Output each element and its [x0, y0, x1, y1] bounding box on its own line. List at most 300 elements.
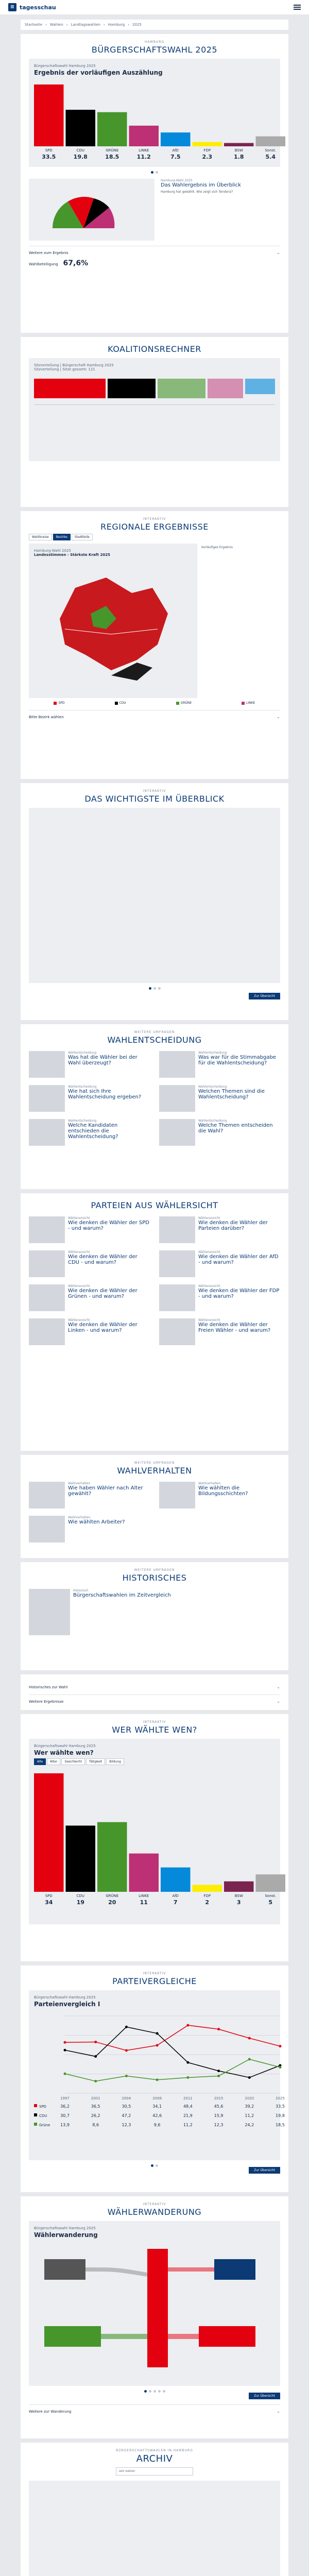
coalition-divider	[34, 404, 275, 405]
breadcrumb-item[interactable]: Startseite	[25, 23, 43, 27]
bar[interactable]	[66, 1825, 96, 1892]
series-point[interactable]	[186, 2076, 189, 2079]
tile-thumb	[159, 1085, 195, 1112]
breadcrumb: Startseite › Wahlen › Landtagswahlen › Hamburg › 2025	[21, 20, 288, 30]
archive-kicker: BÜRGERSCHAFTSWAHLEN IN HAMBURG	[116, 2449, 193, 2452]
tile-text	[198, 1482, 280, 1509]
carousel-dots[interactable]	[29, 987, 280, 990]
tile-link[interactable]: Wie denken die Wähler der CDU - und warum?	[68, 1254, 138, 1265]
series-point[interactable]	[217, 2028, 220, 2030]
tile-text	[198, 1216, 280, 1243]
bar-label: AfD	[172, 148, 179, 152]
chevron-down-icon: ⌄	[277, 1685, 280, 1689]
compare-section	[21, 1965, 288, 2192]
overview-button-wrap	[29, 993, 280, 999]
history-title: HISTORISCHES	[122, 1573, 187, 1583]
bar-label: CDU	[76, 1894, 84, 1898]
bar-label: Sonst.	[265, 1894, 277, 1898]
migration-kicker: INTERAKTIV	[143, 2202, 166, 2206]
coalition-bar-linke[interactable]	[208, 379, 244, 398]
district-select-label: Bitte Bezirk wählen	[29, 715, 64, 719]
bar-value: 34	[45, 1899, 53, 1906]
row-value: 11,2	[245, 2113, 254, 2118]
breadcrumb-item[interactable]: Wahlen	[49, 23, 63, 27]
tile-entscheidung[interactable]	[159, 1051, 280, 1078]
bar-label: BSW	[234, 148, 243, 152]
series-line	[65, 2027, 280, 2077]
menu-icon[interactable]	[294, 5, 301, 10]
tile-text	[198, 1085, 280, 1112]
tile-tag: Wahlentscheidung	[198, 1119, 227, 1123]
series-point[interactable]	[156, 2044, 159, 2047]
bar-label: AfD	[172, 1894, 179, 1898]
series-point[interactable]	[156, 2078, 159, 2081]
tab-bildung[interactable]: Bildung	[106, 1758, 124, 1765]
bar-value: 7.5	[170, 154, 181, 160]
expander-more[interactable]	[29, 1694, 280, 1704]
bar[interactable]	[34, 1773, 64, 1892]
bar[interactable]	[129, 126, 159, 146]
breadcrumb-item[interactable]: Landtagswahlen	[71, 23, 100, 27]
compare-kicker: INTERAKTIV	[143, 1972, 166, 1975]
tab-geschlecht[interactable]: Geschlecht	[61, 1758, 84, 1765]
results-bar-chart	[34, 79, 285, 162]
carousel-dot[interactable]	[151, 171, 153, 174]
carousel-dot[interactable]	[149, 2390, 151, 2393]
bar-value: 3	[236, 1899, 241, 1906]
tile-link[interactable]: Wie haben Wähler nach Alter gewählt?	[68, 1485, 143, 1497]
bar[interactable]	[256, 137, 286, 146]
coalition-bar-gruene[interactable]	[158, 379, 205, 398]
bar-label: Sonst.	[265, 148, 277, 152]
tile-tag: Wähleransicht	[198, 1216, 220, 1220]
tile-thumb	[159, 1318, 195, 1345]
tile-parteien[interactable]	[29, 1318, 150, 1345]
coalition-title: KOALITIONSRECHNER	[108, 344, 201, 354]
row-value: 15,9	[214, 2113, 224, 2118]
series-point[interactable]	[248, 2076, 251, 2079]
tile-text	[68, 1516, 125, 1543]
carousel-dot[interactable]	[151, 2164, 153, 2167]
bar[interactable]	[193, 142, 222, 146]
row-value: 19,8	[276, 2113, 285, 2118]
coalition-bar-afd[interactable]	[245, 379, 275, 394]
series-point[interactable]	[186, 2024, 189, 2027]
tile-entscheidung[interactable]	[29, 1119, 150, 1146]
coalition-bar-cdu[interactable]	[108, 379, 156, 398]
tile-thumb	[159, 1482, 195, 1509]
teaser-body: Hamburg hat gewählt. Wie zeigt sich Tendenz?	[161, 190, 233, 194]
tile-parteien[interactable]	[29, 1284, 150, 1311]
tile-entscheidung[interactable]	[29, 1085, 150, 1112]
hamburg-map[interactable]	[34, 557, 183, 686]
series-point[interactable]	[64, 2041, 66, 2044]
results-panel-title: Ergebnis der vorläufigen Auszählung	[34, 69, 163, 76]
bar-label: FDP	[203, 148, 211, 152]
regional-tabs	[29, 534, 280, 540]
row-value: 26,2	[91, 2113, 100, 2118]
series-point[interactable]	[125, 2026, 128, 2028]
legend-item: LINKE	[242, 701, 255, 705]
chevron-down-icon: ⌄	[277, 2409, 280, 2414]
tile-tag: Wahlverhalten	[68, 1516, 91, 1519]
migration-section	[21, 2196, 288, 2438]
bar[interactable]	[161, 1868, 191, 1892]
overview-panel	[29, 808, 280, 983]
row-value: 24,2	[245, 2123, 254, 2127]
bar-label: FDP	[203, 1894, 211, 1898]
parties-title: PARTEIEN AUS WÄHLERSICHT	[91, 1200, 218, 1210]
bar[interactable]	[66, 110, 96, 146]
coalition-section	[21, 337, 288, 507]
turnout-value: 67,6%	[63, 259, 89, 267]
carousel-dot[interactable]	[153, 2390, 156, 2393]
tile-link[interactable]: Was hat die Wähler bei der Wahl überzeugt?	[68, 1055, 138, 1066]
tile-thumb	[29, 1216, 65, 1243]
regional-section	[21, 511, 288, 779]
tile-tag: Wähleransicht	[68, 1284, 90, 1288]
bar-value: 11	[140, 1899, 148, 1906]
row-value: 45,6	[214, 2104, 224, 2109]
series-point[interactable]	[186, 2061, 189, 2064]
series-point[interactable]	[156, 2032, 159, 2035]
tile-thumb	[159, 1284, 195, 1311]
row-value: 36,2	[60, 2104, 70, 2109]
hero-title: BÜRGERSCHAFTSWAHL 2025	[91, 45, 218, 55]
tile-tag: Wahlentscheidung	[198, 1085, 227, 1089]
legend-item: SPD	[54, 701, 64, 705]
migration-button[interactable]: Zur Übersicht	[249, 2393, 280, 2399]
map-row	[29, 544, 280, 698]
carousel-dot[interactable]	[158, 987, 161, 990]
chevron-down-icon: ⌄	[277, 250, 280, 255]
row-value: 9,6	[153, 2123, 161, 2127]
decision-kicker: WEITERE UMFRAGEN	[134, 1030, 175, 1034]
series-point[interactable]	[125, 2075, 128, 2077]
tile-link[interactable]: Wie denken die Wähler der FDP - und warum?	[198, 1288, 280, 1299]
tile-text	[68, 1119, 150, 1146]
archive-panel	[29, 2481, 280, 2576]
row-value: 12,3	[122, 2123, 131, 2127]
parties-section	[21, 1193, 288, 1451]
bar[interactable]	[97, 1822, 127, 1892]
tile-text	[198, 1318, 280, 1345]
seat-chart-icon	[32, 182, 135, 233]
tab-wahlkreise[interactable]: Wahlkreise	[29, 534, 52, 540]
expander-more-results[interactable]	[29, 246, 280, 255]
tab-taetigkeit[interactable]: Tätigkeit	[86, 1758, 105, 1765]
hero-kicker: HAMBURG	[144, 40, 165, 44]
map-panel	[29, 544, 197, 698]
who-voted-section	[21, 1714, 288, 1961]
migration-chart	[34, 2239, 285, 2372]
archive-select[interactable]	[116, 2467, 193, 2476]
bar-value: 5	[268, 1899, 273, 1906]
carousel-dot[interactable]	[156, 171, 158, 174]
tile-text	[68, 1051, 150, 1078]
tile-link[interactable]: Wie hat sich Ihre Wahlentscheidung ergeben?	[68, 1089, 142, 1100]
row-value: 39,2	[245, 2104, 254, 2109]
expander-label: Weitere Ergebnisse	[29, 1699, 64, 1704]
overview-kicker: INTERAKTIV	[143, 789, 166, 793]
tile-link[interactable]: Wie wählten Arbeiter?	[68, 1519, 125, 1525]
tile-link[interactable]: Wie denken die Wähler der SPD - und warum?	[68, 1220, 149, 1231]
row-value: 48,4	[183, 2104, 193, 2109]
compare-line-chart	[34, 2011, 285, 2150]
series-point[interactable]	[64, 2073, 66, 2075]
x-tick: 2004	[122, 2096, 131, 2100]
tile-link[interactable]: Wie denken die Wähler der Linken - und warum?	[68, 1322, 138, 1333]
tile-verhalten[interactable]	[29, 1516, 150, 1543]
series-point[interactable]	[248, 2037, 251, 2040]
tab-alter[interactable]: Alter	[47, 1758, 60, 1765]
legend-swatch	[34, 2113, 37, 2116]
carousel-dot[interactable]	[158, 2390, 161, 2393]
coalition-sub: Sitzverteilung | Bürgerschaft Hamburg 2025	[34, 363, 114, 367]
history-link[interactable]: Bürgerschaftswahlen im Zeitvergleich	[73, 1592, 171, 1598]
compare-button[interactable]: Zur Übersicht	[249, 2167, 280, 2174]
carousel-dot[interactable]	[149, 987, 151, 990]
who-panel-title: Wer wählte wen?	[34, 1749, 94, 1756]
archive-section	[21, 2443, 288, 2576]
row-party: SPD	[39, 2105, 47, 2109]
bar-value: 1.8	[234, 154, 244, 160]
carousel-dot[interactable]	[153, 987, 156, 990]
series-point[interactable]	[217, 2075, 220, 2077]
regional-title: REGIONALE ERGEBNISSE	[100, 522, 209, 532]
bar-value: 7	[173, 1899, 178, 1906]
tile-tag: Wähleransicht	[68, 1250, 90, 1254]
tile-link[interactable]: Welche Kandidaten entschieden die Wahlentscheidung?	[68, 1123, 118, 1140]
overview-button[interactable]: Zur Übersicht	[249, 993, 280, 999]
tile-thumb	[29, 1250, 65, 1277]
tile-tag: Wähleransicht	[68, 1318, 90, 1322]
bar-label: GRÜNE	[106, 1894, 119, 1898]
carousel-dot[interactable]	[156, 2164, 158, 2167]
bar-value: 18.5	[105, 154, 119, 160]
bar[interactable]	[224, 1882, 254, 1892]
x-tick: 2001	[91, 2096, 100, 2100]
teaser-tag: Hamburg-Wahl 2025	[161, 179, 193, 182]
tab-alle[interactable]: Alle	[34, 1758, 46, 1765]
chevron-down-icon: ⌄	[277, 715, 280, 719]
tile-tag: Wahlverhalten	[198, 1482, 221, 1485]
tile-link[interactable]: Wie denken die Wähler der Parteien darüber?	[198, 1220, 268, 1231]
tile-text	[68, 1482, 150, 1509]
row-party: CDU	[39, 2114, 47, 2118]
tile-thumb	[159, 1119, 195, 1146]
coalition-bar-spd[interactable]	[34, 379, 106, 398]
breadcrumb-item: 2025	[132, 23, 142, 27]
legend-item: GRÜNE	[176, 701, 192, 705]
tile-link[interactable]: Wie denken die Wähler der AfD - und warum?	[198, 1254, 279, 1265]
compare-panel	[29, 1990, 285, 2160]
turnout	[29, 255, 280, 267]
bar-value: 2	[205, 1899, 210, 1906]
expander-migration[interactable]	[29, 2404, 280, 2414]
district-select[interactable]	[29, 710, 280, 719]
row-value: 47,2	[122, 2113, 131, 2118]
migration-panel	[29, 2221, 280, 2386]
row-value: 18,5	[276, 2123, 285, 2127]
tile-entscheidung[interactable]	[159, 1119, 280, 1146]
tile-parteien[interactable]	[29, 1216, 150, 1243]
map-title: Landesstimmen - Stärkste Kraft 2025	[34, 553, 110, 557]
tile-link[interactable]: Wie wählten die Bildungsschichten?	[198, 1485, 248, 1497]
tile-link[interactable]: Welchen Themen sind die Wahlentscheidung?	[198, 1089, 265, 1100]
mid-expanders	[21, 1674, 288, 1710]
series-point[interactable]	[94, 2080, 97, 2082]
bar-value: 19.8	[73, 154, 88, 160]
results-section	[21, 34, 288, 333]
map-footnote: Vorläufiges Ergebnis	[201, 546, 233, 549]
series-line	[65, 2025, 280, 2050]
tab-stadtteile[interactable]: Stadtteile	[72, 534, 93, 540]
chevron-down-icon: ⌄	[277, 1699, 280, 1704]
bar[interactable]	[224, 143, 254, 146]
tile-text	[68, 1216, 150, 1243]
compare-button-wrap	[29, 2167, 280, 2174]
tile-tag: Wahlentscheidung	[198, 1051, 227, 1055]
turnout-label: Wahlbeteiligung	[29, 262, 58, 266]
bar-label: LINKE	[139, 1894, 149, 1898]
logo[interactable]	[8, 3, 56, 11]
bar-label: CDU	[76, 148, 84, 152]
row-value: 42,6	[152, 2113, 162, 2118]
seat-chart-thumb[interactable]	[29, 179, 154, 241]
bar[interactable]	[34, 84, 64, 146]
series-point[interactable]	[279, 2066, 282, 2069]
bar-label: BSW	[234, 1894, 243, 1898]
brand-name: tagesschau	[20, 4, 56, 11]
tab-bezirke[interactable]: Bezirke	[53, 534, 71, 540]
row-value: 21,9	[183, 2113, 193, 2118]
top-bar	[0, 0, 309, 14]
series-point[interactable]	[94, 2041, 97, 2043]
series-point[interactable]	[248, 2058, 251, 2061]
tile-thumb	[29, 1482, 65, 1509]
history-kicker: WEITERE UMFRAGEN	[134, 1568, 175, 1572]
tile-parteien[interactable]	[159, 1284, 280, 1311]
history-thumb	[29, 1589, 70, 1635]
tile-thumb	[159, 1250, 195, 1277]
who-kicker: INTERAKTIV	[143, 1720, 166, 1724]
tile-tag: Wahlentscheidung	[68, 1085, 97, 1089]
tile-parteien[interactable]	[29, 1250, 150, 1277]
legend-item: CDU	[115, 701, 126, 705]
behaviour-title: WAHLVERHALTEN	[117, 1466, 192, 1476]
carousel-dot[interactable]	[163, 2390, 165, 2393]
behaviour-grid	[29, 1482, 280, 1543]
overview-section	[21, 783, 288, 1020]
results-panel-sub: Bürgerschaftswahl Hamburg 2025	[34, 64, 96, 68]
map-sub: Hamburg-Wahl 2025	[34, 549, 71, 553]
tile-thumb	[159, 1216, 195, 1243]
tile-thumb	[159, 1051, 195, 1078]
breadcrumb-item[interactable]: Hamburg	[108, 23, 125, 27]
map-legend	[29, 701, 280, 705]
history-section	[21, 1562, 288, 1670]
series-line	[65, 2059, 280, 2081]
who-panel	[29, 1739, 280, 1924]
row-value: 8,6	[92, 2123, 99, 2127]
series-point[interactable]	[64, 2049, 66, 2052]
decision-title: WAHLENTSCHEIDUNG	[107, 1035, 202, 1045]
tile-link[interactable]: Was war für die Stimmabgabe für die Wahlentscheidung?	[198, 1055, 276, 1066]
tile-parteien[interactable]	[159, 1318, 280, 1345]
teaser-title[interactable]: Das Wahlergebnis im Überblick	[161, 182, 241, 188]
tile-thumb	[29, 1119, 65, 1146]
tile-text	[68, 1284, 150, 1311]
x-tick: 2008	[152, 2096, 162, 2100]
tile-parteien[interactable]	[159, 1216, 280, 1243]
migration-title: WÄHLERWANDERUNG	[107, 2207, 202, 2217]
series-point[interactable]	[125, 2049, 128, 2052]
carousel-dots[interactable]	[29, 171, 280, 174]
behaviour-kicker: WEITERE UMFRAGEN	[134, 1461, 175, 1465]
row-value: 36,5	[91, 2104, 100, 2109]
tile-link[interactable]: Wie denken die Wähler der Grünen - und warum?	[68, 1288, 138, 1299]
tile-entscheidung[interactable]	[29, 1051, 150, 1078]
series-point[interactable]	[217, 2070, 220, 2072]
tile-verhalten[interactable]	[159, 1482, 280, 1509]
coalition-panel	[29, 358, 280, 461]
tile-tag: Wähleransicht	[198, 1318, 220, 1322]
history-tile[interactable]	[29, 1589, 280, 1635]
row-value: 11,2	[183, 2123, 193, 2127]
coalition-bars[interactable]	[34, 379, 275, 398]
coalition-seats: Sitzverteilung | Sitze gesamt: 121	[34, 367, 95, 371]
tile-link[interactable]: Wie denken die Wähler der Freien Wähler - und warum?	[198, 1322, 271, 1333]
tile-entscheidung[interactable]	[159, 1085, 280, 1112]
bar-label: SPD	[45, 148, 53, 152]
teaser-text[interactable]	[161, 179, 280, 241]
parties-grid	[29, 1216, 280, 1345]
tile-text	[198, 1250, 280, 1277]
bar-value: 11.2	[136, 154, 151, 160]
tile-thumb	[29, 1318, 65, 1345]
series-point[interactable]	[94, 2055, 97, 2058]
x-tick: 2011	[183, 2096, 193, 2100]
bar[interactable]	[129, 1854, 159, 1892]
teaser-row	[29, 179, 280, 241]
regional-kicker: INTERAKTIV	[143, 517, 166, 521]
bar[interactable]	[97, 112, 127, 146]
history-tag: Historisch	[73, 1589, 89, 1592]
tile-parteien[interactable]	[159, 1250, 280, 1277]
tile-thumb	[29, 1085, 65, 1112]
tile-verhalten[interactable]	[29, 1482, 150, 1509]
carousel-dot[interactable]	[144, 2390, 147, 2393]
bar[interactable]	[161, 132, 191, 146]
expander-label: Weitere zum Ergebnis	[29, 250, 68, 255]
series-point[interactable]	[279, 2045, 282, 2047]
x-tick: 2015	[214, 2096, 224, 2100]
decision-section	[21, 1024, 288, 1189]
who-sub: Bürgerschaftswahl Hamburg 2025	[34, 1744, 96, 1748]
tile-tag: Wahlentscheidung	[68, 1051, 97, 1055]
bar[interactable]	[193, 1885, 222, 1892]
expander-history[interactable]	[29, 1681, 280, 1689]
bar-label: SPD	[45, 1894, 53, 1898]
who-title: WER WÄHLTE WEN?	[112, 1725, 197, 1735]
compare-panel-title: Parteienvergleich I	[34, 2001, 100, 2008]
bar[interactable]	[256, 1874, 286, 1892]
tile-tag: Wähleransicht	[68, 1216, 90, 1220]
legend-swatch	[34, 2123, 37, 2126]
tile-link[interactable]: Welche Themen entscheiden die Wahl?	[198, 1123, 273, 1134]
row-value: 33,5	[276, 2104, 285, 2109]
